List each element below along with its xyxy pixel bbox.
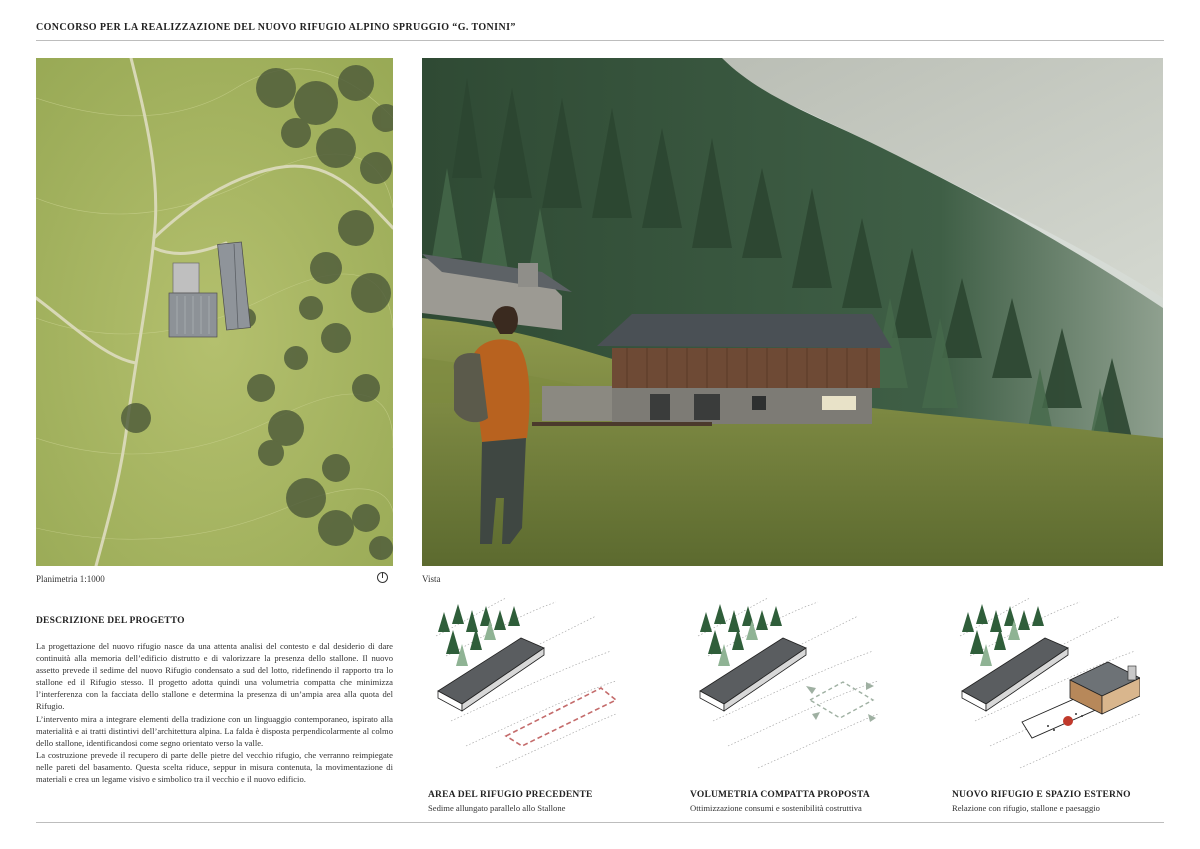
diagram-1-title: AREA DEL RIFUGIO PRECEDENTE [428,790,593,800]
perspective-render-image [422,58,1163,566]
diagram-1-subtitle: Sedime allungato parallelo allo Stallone [428,803,566,813]
diagram-2-title: VOLUMETRIA COMPATTA PROPOSTA [690,790,870,800]
north-arrow-icon [377,572,388,583]
description-paragraph: La progettazione del nuovo rifugio nasce da una attenta analisi del contesto e dal desiderio di dare continuità alla memoria dell’edificio distrutto e di valorizzare la presenza dello stallone. Il nuovo assetto prevede il sedime del nuovo Rifugio condensato a sud del lotto, ridefinendo il rapporto tra lo stallone ed il Rifugio stesso. Il progetto adotta quindi una volumetria compatta che minimizza l’interferenza con la facciata dello stallone e determina la presenza di un’ampia area alla quota del Rifugio. [36,641,393,712]
page-title: CONCORSO PER LA REALIZZAZIONE DEL NUOVO RIFUGIO ALPINO SPRUGGIO “G. TONINI” [36,22,516,33]
diagram-new-refuge [950,596,1140,776]
footer-divider [36,822,1164,823]
render-caption: Vista [422,574,441,584]
site-plan-image [36,58,393,566]
diagram-3-subtitle: Relazione con rifugio, stallone e paesaggio [952,803,1100,813]
header-divider [36,40,1164,41]
description-paragraph: L’intervento mira a integrare elementi della tradizione con un linguaggio contemporaneo, ispirato alla materialità e ai tratti distintivi dell’architettura alpina. La falda è disposta perpendicolarmente al colmo dello stallone, identificandosi come segno orientato verso la valle. [36,713,393,748]
description-body [36,640,393,785]
description-title: DESCRIZIONE DEL PROGETTO [36,616,185,626]
diagram-previous-area [426,596,616,776]
diagram-compact-volume [688,596,878,776]
site-plan-caption: Planimetria 1:1000 [36,574,105,584]
description-paragraph: La costruzione prevede il recupero di parte delle pietre del vecchio rifugio, che verranno reimpiegate nelle pareti del basamento. Questa scelta riduce, seppur in misura contenuta, la movimentazione di materiali e crea un legame visivo e simbolico tra il vecchio e il nuovo edificio. [36,749,393,785]
diagram-3-title: NUOVO RIFUGIO E SPAZIO ESTERNO [952,790,1131,800]
diagram-2-subtitle: Ottimizzazione consumi e sostenibilità costruttiva [690,803,862,813]
